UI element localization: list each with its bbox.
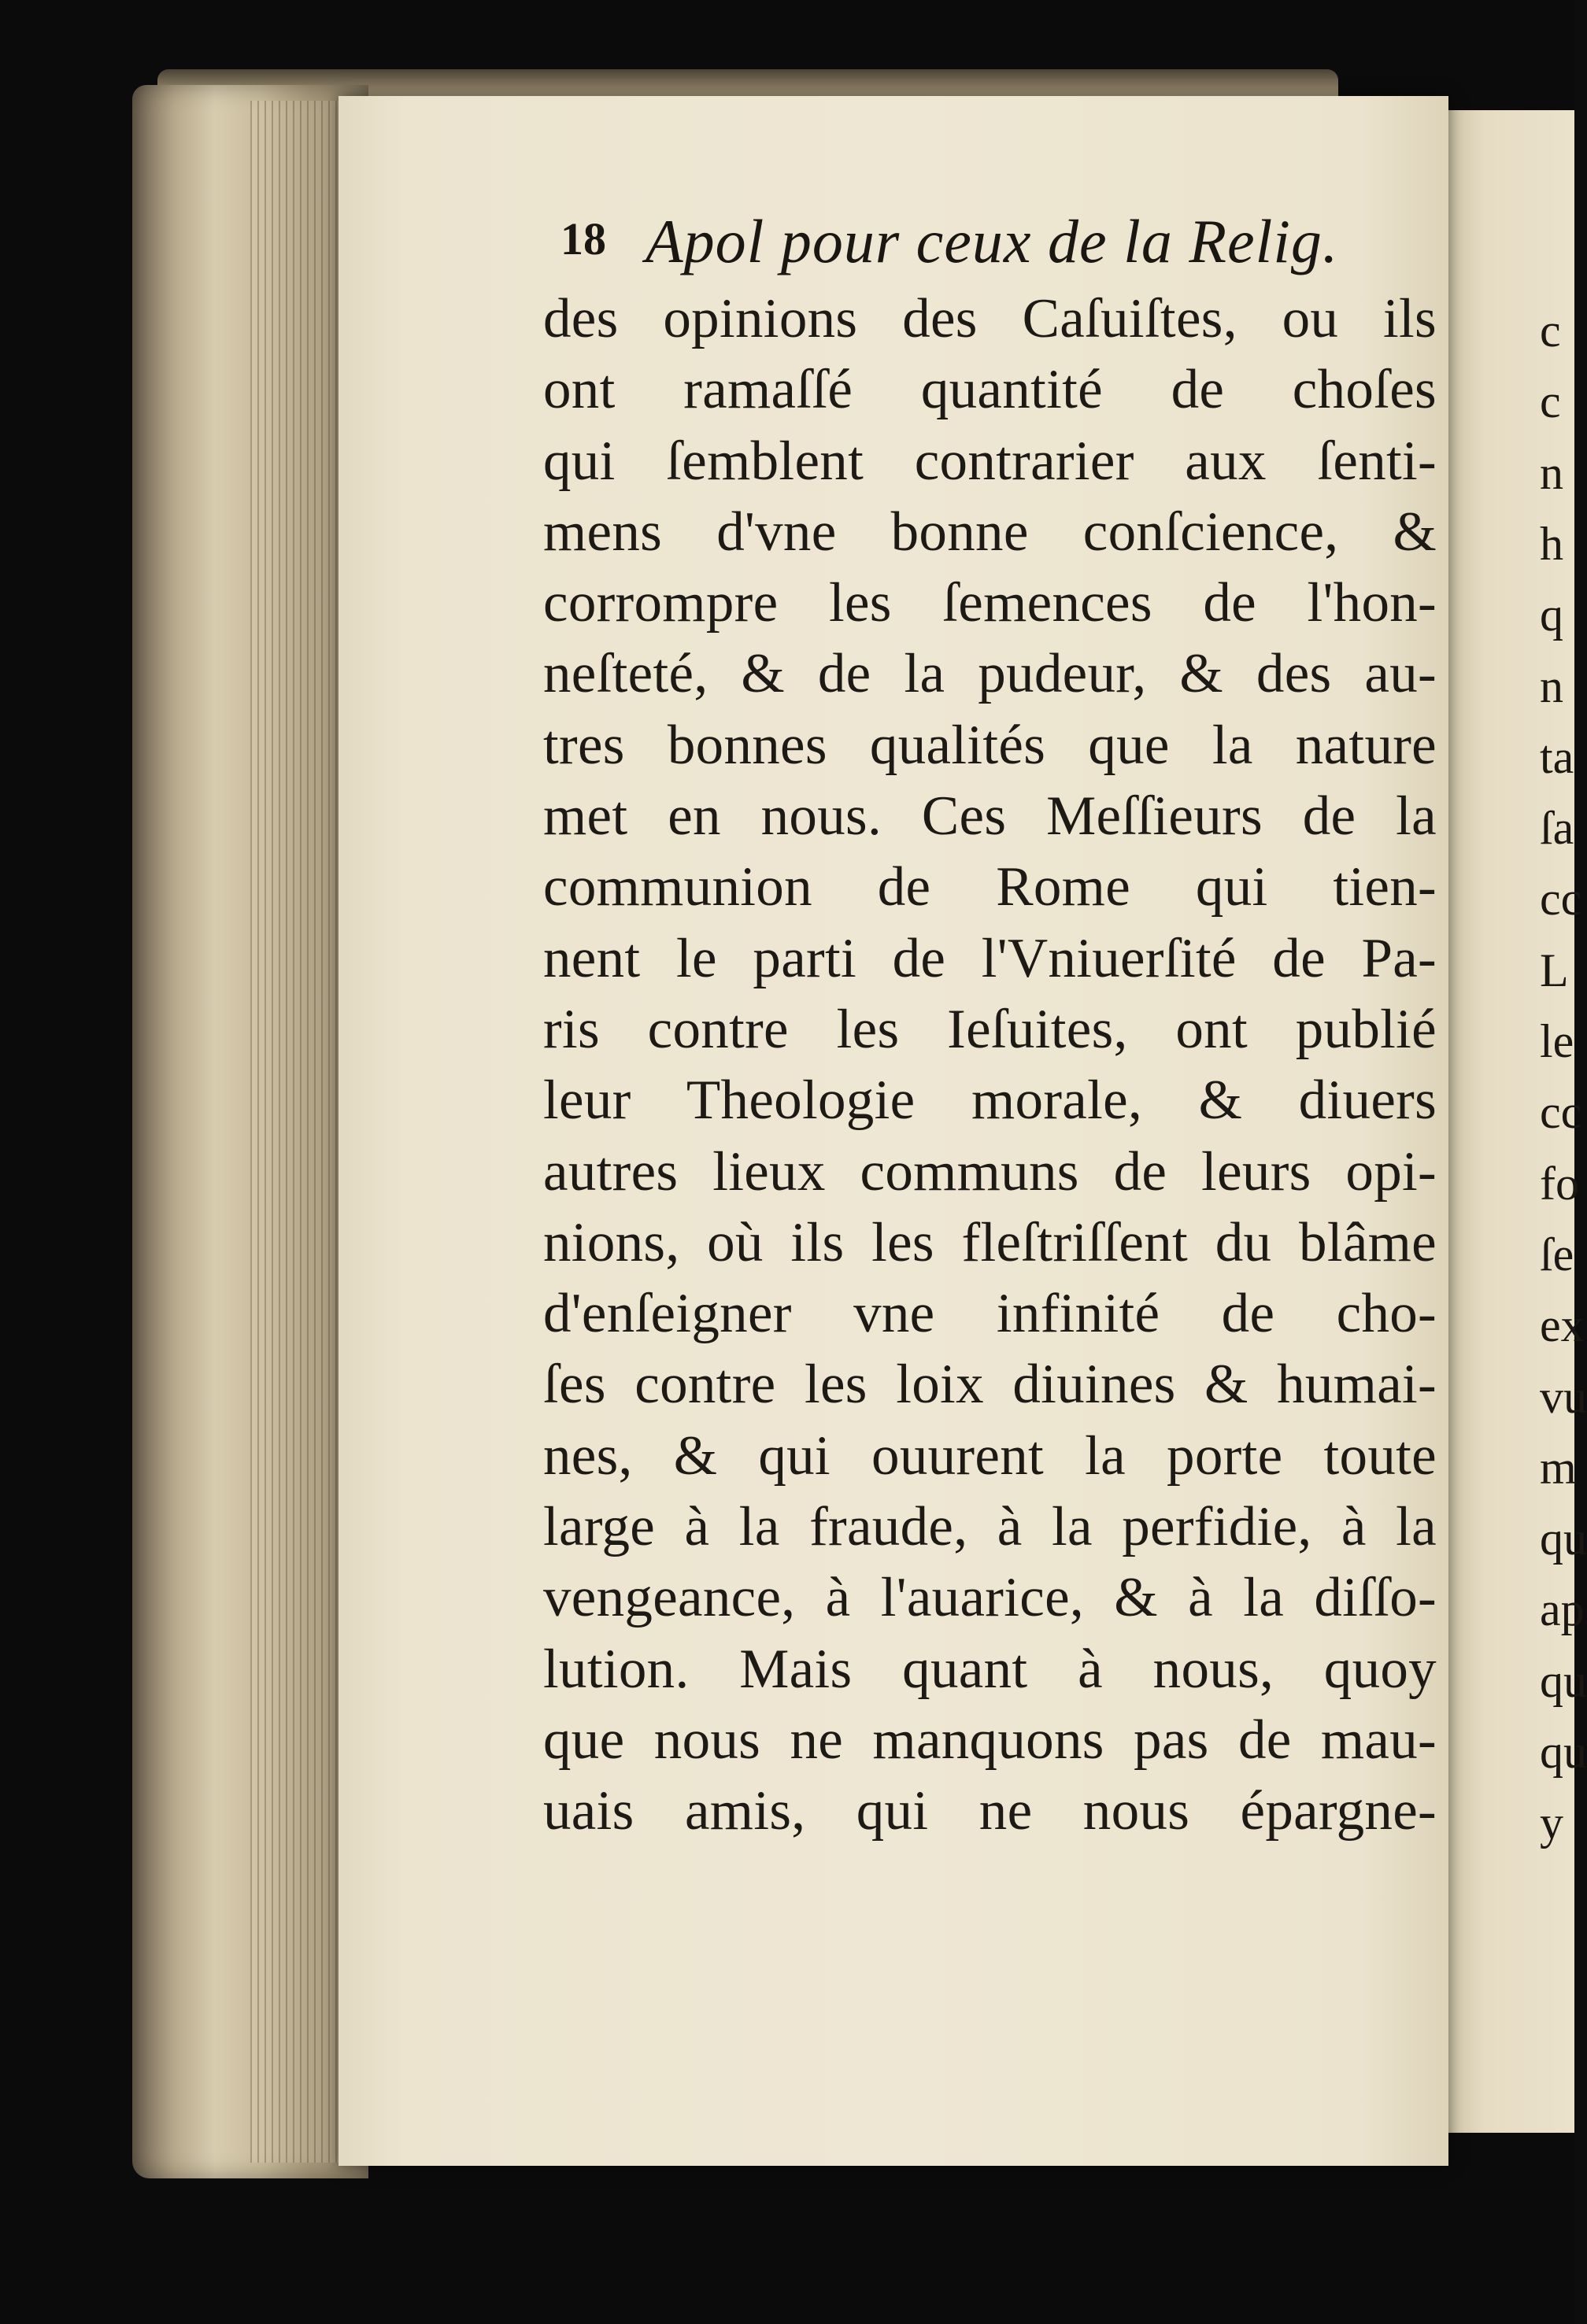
facing-page-fragment: y — [1540, 1797, 1563, 1849]
text-line: mens d'vne bonne conſcience, & — [543, 501, 1437, 563]
facing-page-fragment: ex — [1540, 1299, 1585, 1352]
text-line: que nous ne manquons pas de mau- — [543, 1709, 1437, 1771]
text-line: nions, où ils les fleſtriſſent du blâme — [543, 1211, 1437, 1273]
running-title: Apol pour ceux de la Relig. — [646, 207, 1339, 275]
text-line: d'enſeigner vne infinité de cho- — [543, 1283, 1437, 1345]
text-line: ris contre les Ieſuites, ont publié — [543, 998, 1437, 1060]
facing-page-fragment: qu — [1540, 1654, 1587, 1707]
facing-page-fragment: n — [1540, 446, 1563, 499]
facing-page-fragment: ſe — [1540, 1228, 1574, 1280]
page-number: 18 — [560, 213, 606, 264]
text-line: leur Theologie morale, & diuers — [543, 1070, 1437, 1132]
facing-page-fragment: h — [1540, 517, 1563, 570]
book-page-edges — [132, 85, 368, 2178]
text-line: large à la fraude, à la perfidie, à la — [543, 1496, 1437, 1558]
facing-page-fragment: qu — [1540, 1513, 1587, 1565]
facing-page-fragment: qu — [1540, 1726, 1587, 1778]
text-line: ont ramaſſé quantité de choſes — [543, 359, 1437, 421]
text-line: nes, & qui ouurent la porte toute — [543, 1424, 1437, 1487]
text-line: neſteté, & de la pudeur, & des au- — [543, 643, 1437, 705]
text-line: communion de Rome qui tien- — [543, 856, 1437, 918]
facing-page-fragment: cc — [1540, 873, 1582, 926]
text-line: autres lieux communs de leurs opi- — [543, 1140, 1437, 1203]
facing-page-fragment: fo — [1540, 1157, 1579, 1210]
text-line: vengeance, à l'auarice, & à la diſſo- — [543, 1567, 1437, 1629]
text-line: uais amis, qui ne nous épargne- — [543, 1780, 1437, 1842]
text-line: tres bonnes qualités que la nature — [543, 714, 1437, 776]
facing-page-fragment: n — [1540, 660, 1563, 712]
facing-page-fragment: vu — [1540, 1370, 1587, 1423]
facing-page-fragment: m — [1540, 1441, 1577, 1494]
facing-page-fragment: L — [1540, 944, 1569, 996]
facing-page-fragment: ta — [1540, 730, 1574, 783]
facing-page-fragment: ap — [1540, 1583, 1585, 1636]
facing-page-fragment: c — [1540, 305, 1561, 357]
text-line: des opinions des Caſuiſtes, ou ils — [543, 288, 1437, 349]
text-line: corrompre les ſemences de l'hon- — [543, 572, 1437, 634]
text-line: lution. Mais quant à nous, quoy — [543, 1638, 1437, 1700]
text-line: nent le parti de l'Vniuerſité de Pa- — [543, 927, 1437, 989]
text-line: met en nous. Ces Meſſieurs de la — [543, 785, 1437, 848]
facing-page-fragment: cc — [1540, 1086, 1582, 1139]
running-head — [560, 206, 1348, 277]
facing-page-fragment: ſa — [1540, 802, 1574, 855]
text-line: ſes contre les loix diuines & humai- — [543, 1354, 1437, 1416]
facing-page-fragment: le — [1540, 1015, 1574, 1067]
facing-page-fragment: c — [1540, 375, 1561, 428]
facing-page — [1447, 110, 1587, 2133]
text-line: qui ſemblent contrarier aux ſenti- — [543, 430, 1437, 492]
facing-page-fragment: q — [1540, 589, 1563, 641]
body-text — [543, 283, 1437, 1847]
